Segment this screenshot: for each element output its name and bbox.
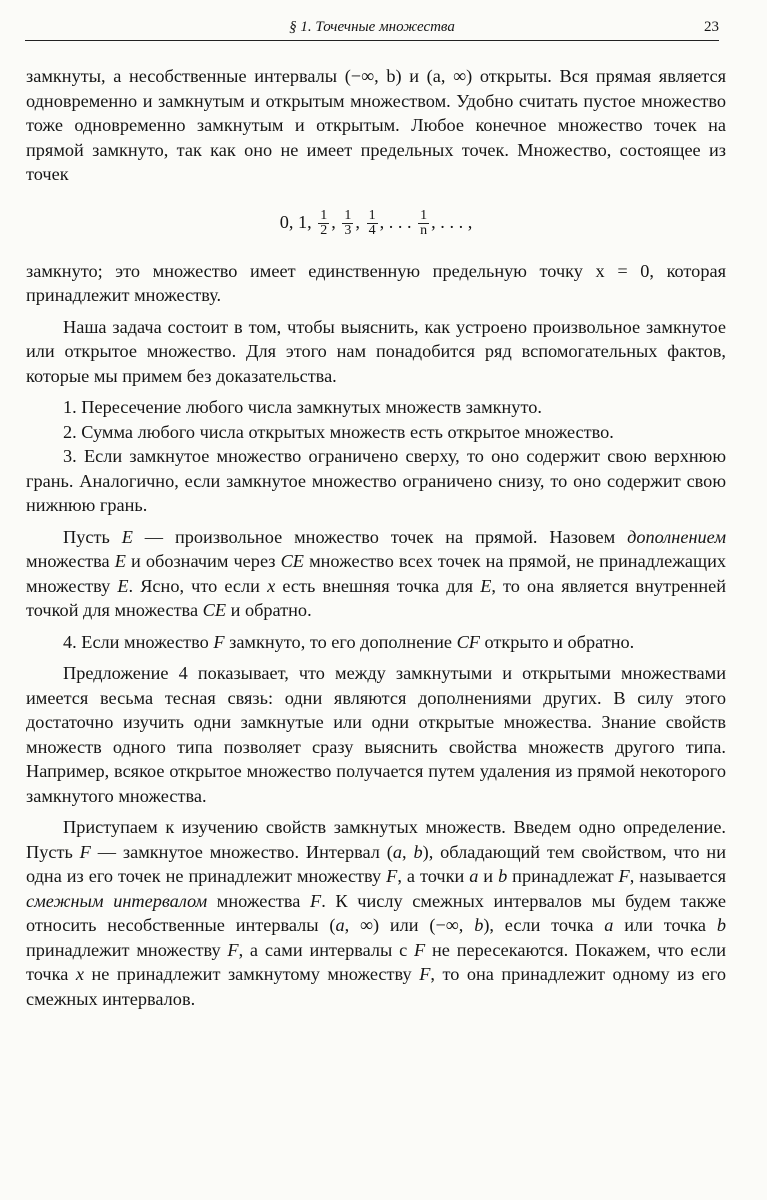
list-item-4: 4. Если множество F замкнуто, то его дополнение CF открыто и обратно. — [63, 631, 635, 652]
fraction-one-over-n: $\frac{1}{n}$ — [420, 207, 428, 238]
list-item-1: 1. Пересечение любого числа замкнутых множеств замкнуто. — [63, 397, 542, 417]
paragraph-limit-point: замкнуто; это множество имеет единственную предельную точку x = 0, которая принадлежит множеству. — [26, 260, 726, 305]
fraction-one-third: $\frac{1}{3}$ — [344, 207, 352, 238]
running-header — [25, 14, 719, 41]
list-item-2: 2. Сумма любого числа открытых множеств есть открытое множество. — [63, 421, 614, 442]
paragraph-adjacent-interval: Приступаем к изучению свойств замкнутых множеств. Введем одно определение. Пусть F — замкнутое множество. Интервал (a, b), обладающий тем свойством, что ни одна из его точек не принадлежит множеству F, а точки a и b принадлежат F, называется смежным интервалом множества F. К числу смежных интервалов мы будем также относить несобственные интервалы (a, ∞) или (−∞, b), если точка a или точка b принадлежит множеству F, а сами интервалы с F не пересекаются. Покажем, что если точка x не принадлежит замкнутому множеству F, то она принадлежит одному из его смежных интервалов. — [26, 817, 727, 1009]
paragraph-duality: Предложение 4 показывает, что между замкнутыми и открытыми множествами имеется весьма тесная связь: одни являются дополнениями других. В силу этого достаточно изучить одни замкнутые или одни открытые множества. Знание свойств множеств одного типа позволяет сразу выяснить свойства множеств другого типа. Например, всякое открытое множество получается путем удаления из прямой некоторого замкнутого множества. — [26, 663, 726, 806]
term-adjacent-interval: смежным интервалом — [26, 890, 208, 911]
sequence-formula: 0, 1, $\frac{1}{2}$ , $\frac{1}{3}$ , $\frac{1}{4}$ , . . . $\frac{1}{n}$ , . . . , — [279, 207, 473, 238]
paragraph-task: Наша задача состоит в том, чтобы выяснить, как устроено произвольное замкнутое или открытое множество. Для этого нам понадобится ряд вспомогательных фактов, которые мы примем без доказательства. — [26, 316, 726, 386]
list-item-3: 3. Если замкнутое множество ограничено сверху, то оно содержит свою верхнюю грань. Аналогично, если замкнутое множество ограничено снизу, то оно содержит свою нижнюю грань. — [26, 446, 726, 515]
page-number: 23 — [704, 19, 719, 35]
formula-lead: 0, 1, — [279, 211, 312, 232]
paragraph-complement: Пусть E — произвольное множество точек на прямой. Назовем дополнением множества E и обозначим через CE множество всех точек на прямой, не принадлежащих множеству E. Ясно, что если x есть внешняя точка для E, то она является внутренней точкой для множества CE и обратно. — [26, 526, 727, 620]
formula-tail: , . . . , — [431, 211, 473, 232]
paragraph-closed-sets: замкнуты, а несобственные интервалы (−∞, b) и (a, ∞) открыты. Вся прямая является одновременно и замкнутым и открытым множеством. Удобно считать пустое множество тоже одновременно замкнутым и открытым. Любое конечное множество точек на прямой замкнуто, так как оно не имеет предельных точек. Множество, состоящее из точек — [26, 66, 726, 184]
fraction-one-half: $\frac{1}{2}$ — [320, 207, 328, 238]
fraction-one-fourth: $\frac{1}{4}$ — [368, 207, 376, 238]
running-title: § 1. Точечные множества — [289, 19, 455, 35]
page-body — [26, 64, 726, 1011]
term-complement: дополнением — [627, 526, 726, 547]
